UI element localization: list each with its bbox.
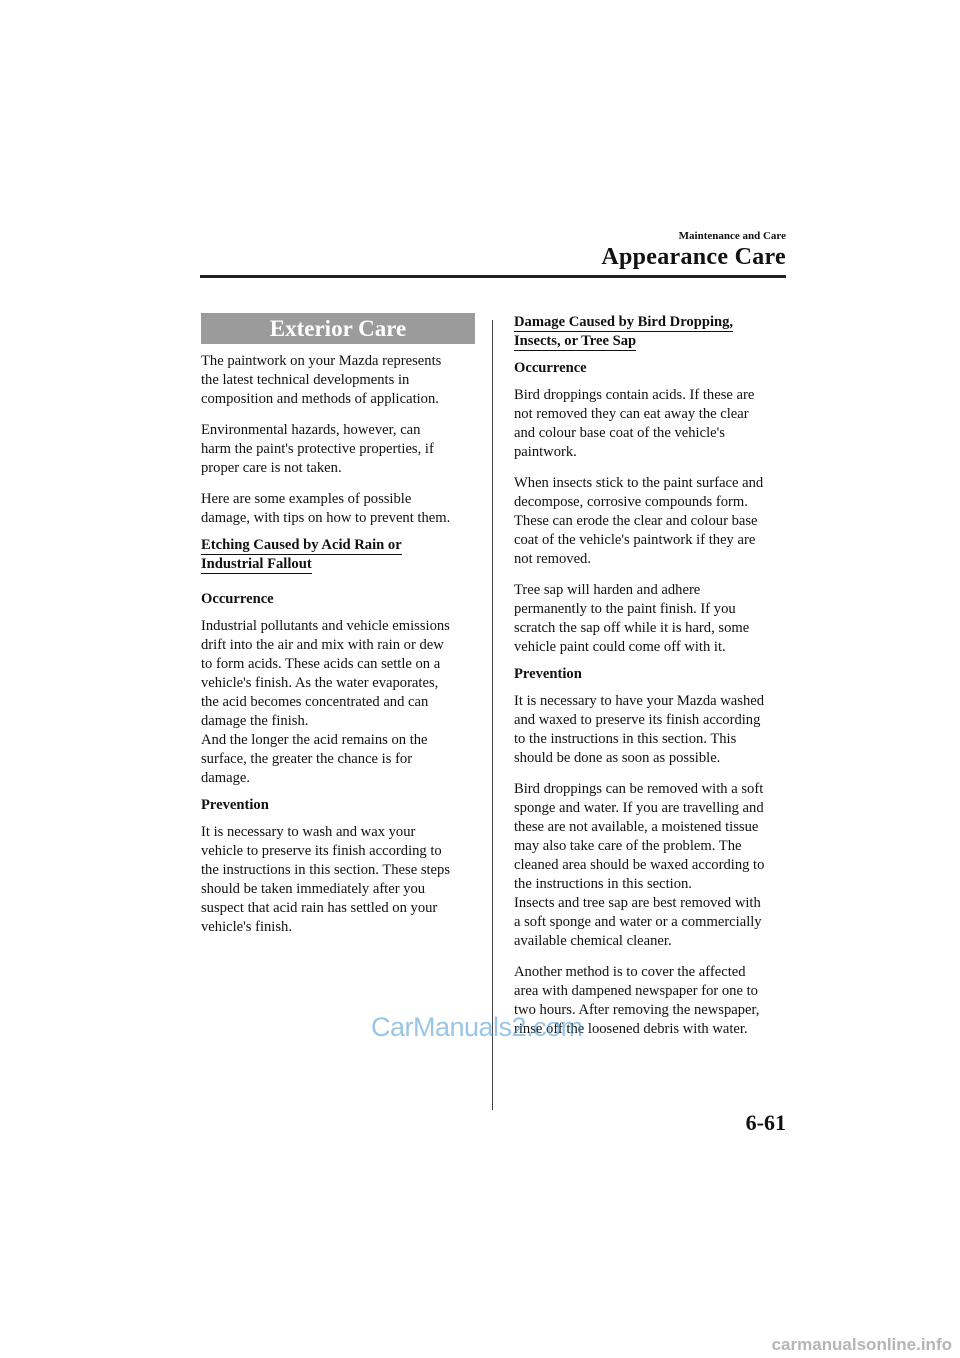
prevention-label: Prevention <box>514 666 582 682</box>
bird-dropping-subheading-line1: Damage Caused by Bird Dropping, <box>514 314 734 330</box>
examples-paragraph: Here are some examples of possible damage, with tips on how to prevent them. <box>201 491 451 526</box>
right-column <box>514 313 790 1051</box>
acid-rain-occurrence-text: Industrial pollutants and vehicle emissions drift into the air and mix with rain or dew to form acids. These acids can settle on a vehicle's finish. As the water evaporates, the acid becomes concentrated and can damage the finish. And the longer the acid remains on the surface, the greater the chance is for damage. <box>201 618 450 786</box>
left-column <box>201 313 475 949</box>
occurrence-label: Occurrence <box>201 591 274 607</box>
insects-text: When insects stick to the paint surface and decompose, corrosive compounds form. These can erode the clear and colour base coat of the vehicle's paintwork if they are not removed. <box>514 475 764 567</box>
acid-rain-subheading-line1: Etching Caused by Acid Rain or <box>201 537 402 553</box>
bird-droppings-text: Bird droppings contain acids. If these are not removed they can eat away the clear and colour base coat of the vehicle's paintwork. <box>514 387 755 460</box>
header-rule <box>200 275 786 278</box>
prevention-label: Prevention <box>201 797 269 813</box>
acid-rain-prevention-text: It is necessary to wash and wax your vehicle to preserve its finish according to the instructions in this section. These steps should be taken immediately after you suspect that acid rain has settled on your vehicle's finish. <box>201 824 451 935</box>
intro-paragraph: The paintwork on your Mazda represents the latest technical developments in composition and methods of application. <box>201 353 442 407</box>
occurrence-label: Occurrence <box>514 360 587 376</box>
exterior-care-banner: Exterior Care <box>201 313 475 344</box>
page-number: 6-61 <box>745 1110 786 1135</box>
carmanuals-watermark: CarManuals2.com <box>371 1012 583 1042</box>
header-section-label: Maintenance and Care <box>678 230 786 242</box>
bird-dropping-subheading-line2: Insects, or Tree Sap <box>514 333 637 349</box>
column-divider <box>492 320 493 1110</box>
page-title: Appearance Care <box>601 244 786 270</box>
prevention-removal-text: Bird droppings can be removed with a soft sponge and water. If you are travelling and these are not available, a moistened tissue may also take care of the problem. The cleaned area should be waxed according to the instructions in this section. Insects and tree sap are best removed with a soft sponge and water or a commercially available chemical cleaner. <box>514 781 765 949</box>
prevention-wash-text: It is necessary to have your Mazda washed and waxed to preserve its finish according to the instructions in this section. This should be done as soon as possible. <box>514 693 765 766</box>
hazards-paragraph: Environmental hazards, however, can harm the paint's protective properties, if proper care is not taken. <box>201 422 434 476</box>
footer-watermark: carmanualsonline.info <box>771 1335 952 1354</box>
acid-rain-subheading <box>201 536 475 574</box>
bird-dropping-subheading <box>514 313 790 351</box>
tree-sap-text: Tree sap will harden and adhere permanently to the paint finish. If you scratch the sap off while it is hard, some vehicle paint could come off with it. <box>514 582 750 655</box>
prevention-newspaper-text: Another method is to cover the affected area with dampened newspaper for one to two hours. After removing the newspaper, rinse off the loosened debris with water. <box>514 964 760 1037</box>
acid-rain-subheading-line2: Industrial Fallout <box>201 556 312 572</box>
